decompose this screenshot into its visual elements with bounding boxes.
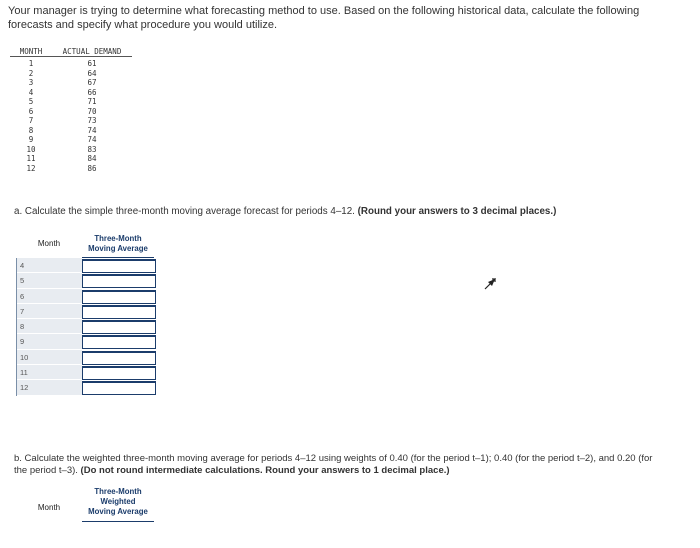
historical-month: 1 — [28, 59, 34, 69]
historical-row — [10, 97, 132, 107]
part-a-row — [17, 365, 156, 380]
part-b-instruction: (Do not round intermediate calculations. Round your answers to 1 decimal place.) — [80, 465, 450, 476]
historical-demand: 67 — [87, 78, 97, 88]
moving-average-input[interactable] — [82, 381, 156, 395]
historical-demand: 83 — [87, 144, 97, 154]
historical-demand: 84 — [87, 154, 97, 164]
part-b-month-header: Month — [37, 503, 61, 512]
historical-month: 7 — [28, 116, 34, 126]
part-a-row — [17, 319, 156, 334]
moving-average-input[interactable] — [82, 335, 156, 349]
historical-month: 3 — [28, 78, 34, 88]
part-a-answer-table — [16, 229, 156, 396]
part-a-row — [17, 304, 156, 319]
part-a-instruction: (Round your answers to 3 decimal places.) — [357, 206, 557, 217]
part-a-month-cell: 9 — [17, 334, 82, 349]
mouse-pointer-icon — [484, 278, 496, 290]
part-a-row — [17, 350, 156, 365]
part-a-header-row — [16, 229, 156, 258]
part-a-month-cell: 7 — [17, 304, 82, 319]
historical-month: 5 — [28, 97, 34, 107]
moving-average-input[interactable] — [82, 305, 156, 319]
part-a-month-header: Month — [37, 239, 61, 248]
historical-month: 11 — [26, 154, 36, 164]
historical-row — [10, 126, 132, 136]
historical-row — [10, 107, 132, 117]
part-a-row — [17, 258, 156, 273]
historical-demand: 74 — [87, 135, 97, 145]
historical-month: 9 — [28, 135, 34, 145]
part-a-month-cell: 10 — [17, 350, 82, 365]
part-a-month-cell: 11 — [17, 365, 82, 380]
part-a-month-cell: 4 — [17, 258, 82, 273]
moving-average-input[interactable] — [82, 351, 156, 365]
historical-row — [10, 116, 132, 126]
problem-intro: Your manager is trying to determine what forecasting method to use. Based on the following historical data, calculate the following forecasts and specify what procedure you would utilize. — [8, 5, 640, 31]
part-a-month-cell: 8 — [17, 319, 82, 334]
historical-row — [10, 145, 132, 155]
historical-month: 6 — [28, 106, 34, 116]
demand-column-header: ACTUAL DEMAND — [62, 46, 122, 56]
historical-month: 4 — [28, 87, 34, 97]
part-b-answer-table — [16, 487, 154, 517]
moving-average-input[interactable] — [82, 274, 156, 288]
part-a-month-cell: 5 — [17, 273, 82, 288]
moving-average-input[interactable] — [82, 320, 156, 334]
part-a-row — [17, 289, 156, 304]
part-a-row — [17, 273, 156, 288]
historical-row — [10, 164, 132, 174]
historical-row — [10, 88, 132, 98]
historical-data-table — [10, 46, 132, 173]
historical-month: 12 — [26, 163, 36, 173]
month-column-header: MONTH — [19, 46, 43, 56]
historical-demand: 74 — [87, 125, 97, 135]
part-b-question — [14, 453, 654, 477]
historical-demand: 64 — [87, 68, 97, 78]
part-b-value-header-line2: Weighted — [100, 497, 136, 506]
part-a-value-header-line2: Moving Average — [88, 244, 148, 253]
historical-demand: 73 — [87, 116, 97, 126]
part-b-value-header-line1: Three-Month — [94, 487, 142, 496]
historical-row — [10, 135, 132, 145]
part-a-rows — [16, 258, 156, 396]
historical-month: 8 — [28, 125, 34, 135]
historical-demand: 70 — [87, 106, 97, 116]
historical-row — [10, 69, 132, 79]
part-a-row — [17, 334, 156, 349]
part-b-value-header-line3: Moving Average — [88, 507, 148, 516]
part-a-month-cell: 12 — [17, 380, 82, 395]
historical-row — [10, 59, 132, 69]
moving-average-input[interactable] — [82, 366, 156, 380]
part-a-value-header — [82, 229, 154, 258]
historical-demand: 86 — [87, 163, 97, 173]
part-a-month-cell: 6 — [17, 289, 82, 304]
moving-average-input[interactable] — [82, 259, 156, 273]
historical-month: 2 — [28, 68, 34, 78]
part-a-question — [14, 206, 654, 217]
part-a-text: a. Calculate the simple three-month moving average forecast for periods 4–12. — [14, 206, 355, 217]
part-b-text: b. Calculate the weighted three-month moving average for periods 4–12 using weights of 0.40 (for the period t–1); 0.40 (for the period t–2), and 0.20 (for the period t–3). — [14, 453, 653, 476]
historical-demand: 66 — [87, 87, 97, 97]
historical-demand: 61 — [87, 59, 97, 69]
historical-row — [10, 154, 132, 164]
part-a-row — [17, 380, 156, 395]
historical-header-row — [10, 46, 132, 57]
part-b-header-divider — [82, 521, 154, 522]
part-b-header-row — [16, 487, 154, 517]
moving-average-input[interactable] — [82, 290, 156, 304]
historical-month: 10 — [26, 144, 36, 154]
historical-demand: 71 — [87, 97, 97, 107]
part-a-value-header-line1: Three-Month — [94, 234, 142, 243]
historical-row — [10, 78, 132, 88]
part-b-value-header — [82, 487, 154, 517]
